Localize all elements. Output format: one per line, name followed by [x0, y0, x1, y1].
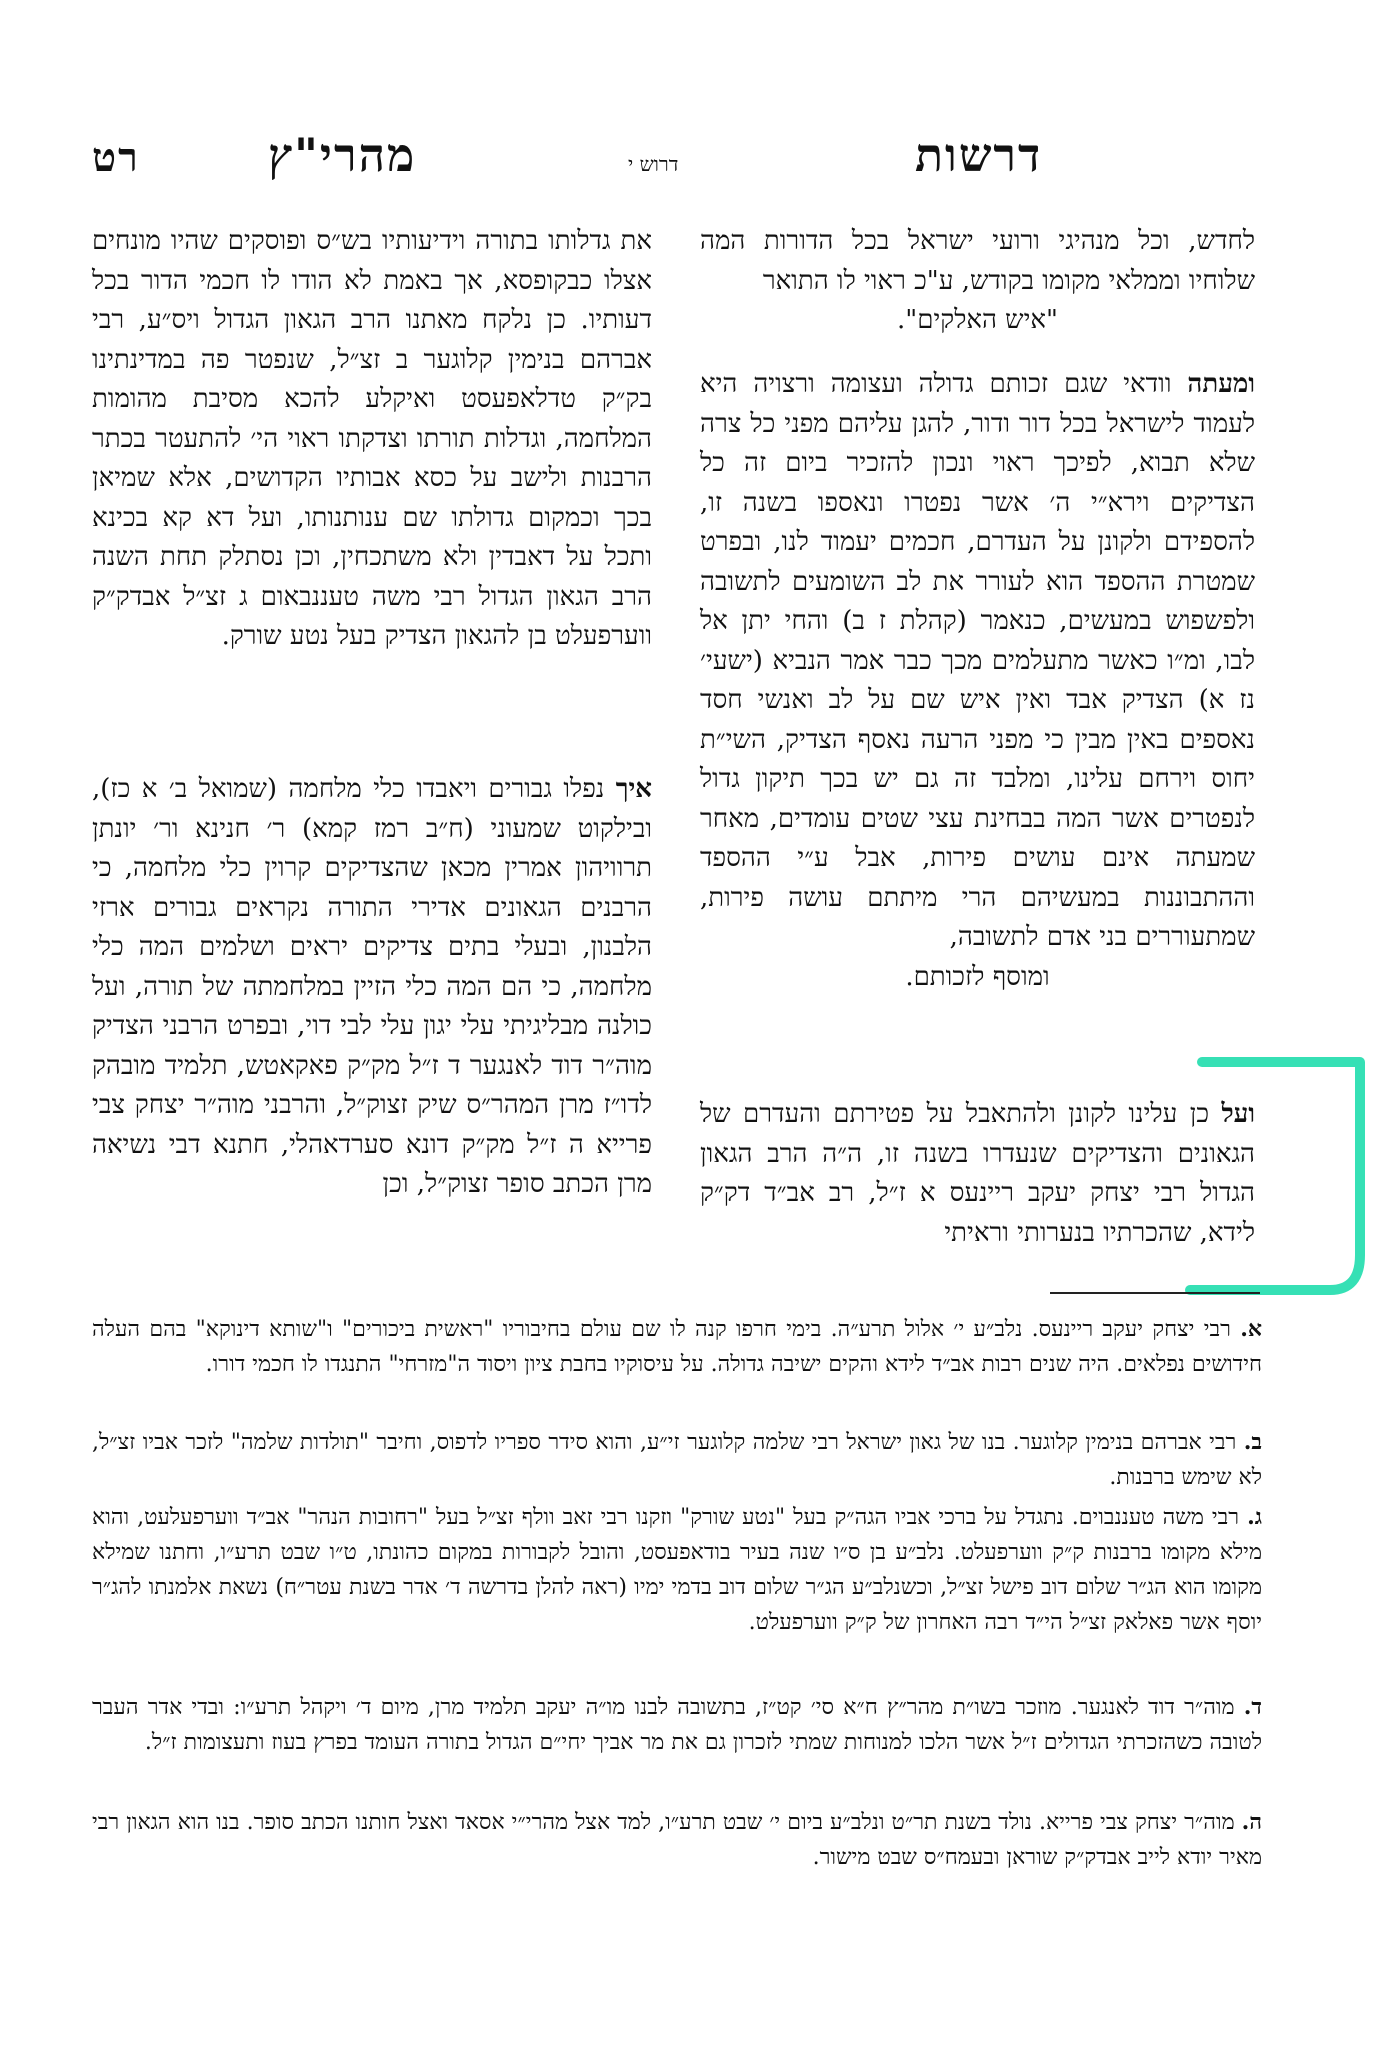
- running-title-right: דרשות: [915, 128, 1043, 182]
- right-paragraph-3-lead: ועל: [1221, 1099, 1256, 1129]
- right-paragraph-2: היא לעמוד לישראל בכל דור ודור, להגן עליהם מפני כל צרה שלא תבוא, לפיכך ראוי ונכון להזכיר ביום זה כל הצדיקים וירא״י ה׳ אשר נפטרו ונאספו בשנה זו, להספידם ולקונן על העדרם, חכמים יעמוד לנו, ובפרט שמטרת ההספד הוא לעורר את לב השומעים לתשובה ולפשפוש במעשים, כנאמר (קהלת ז ב) והחי יתן אל לבו, ומ״ו כאשר מתעלמים מכך כבר אמר הנביא (ישעי׳ נז א) הצדיק אבד ואין איש שם על לב ואנשי חסד נאספים באין מבין כי מפני הרעה נאסף הצדיק, השי״ת יחוס וירחם עלינו, ומלבד זה גם יש בכך תיקון גדול לנפטרים אשר המה בבחינת עצי שטים עומדים, מאחר שמעתה אינם עושים פירות, אבל ע״י ההספד וההתבוננות במעשיהם הרי מיתתם עושה פירות, שמתעוררים בני אדם לתשובה,: [700, 369, 1255, 952]
- page-number: רט: [92, 134, 140, 181]
- footnote-a-letter: א.: [1240, 1316, 1262, 1342]
- footnote-e-text: מוה״ר יצחק צבי פרייא. נולד בשנת תר״ט ונלב״ע ביום י׳ שבט תרע״ו, למד אצל מהרי״י אסאד ואצל חותנו הכתב סופר. בנו הוא הגאון רבי מאיר יודא לייב אבדק״ק שוראן ובעמח״ס שבט מישור.: [92, 1810, 1262, 1870]
- footnote-a: [92, 1312, 1262, 1382]
- drash-label: דרוש י: [628, 152, 679, 176]
- left-paragraph-2: נפלו גבורים ויאבדו כלי מלחמה (שמואל ב׳ א כז), ובילקוט שמעוני (ח״ב רמז קמא) ר׳ חנינא ור׳ יונתן תרוויהון אמרין מכאן שהצדיקים קרוין כלי מלחמה, כי הרבנים הגאונים אדירי התורה נקראים גבורים ארזי הלבנון, ובעלי בתים צדיקים יראים ושלמים המה כלי מלחמה, כי הם המה כלי הזיין במלחמתה של תורה, ועל כולנה מבליגיתי עלי יגון עלי לבי דוי, ובפרט הרבני הצדיק מוה״ר דוד לאנגער ד ז״ל מק״ק פאקאטש, תלמיד מובהק לדו״ז מרן המהר״ס שיק זצוק״ל, והרבני מוה״ר יצחק צבי פרייא ה ז״ל מק״ק דונא סערדאהלי, חתנא דבי נשיאה מרן הכתב סופר זצוק״ל, וכן: [92, 774, 652, 1199]
- right-paragraph-2-lead: ומעתה: [1187, 369, 1255, 399]
- right-paragraph-1: לחדש, וכל מנהיגי ורועי ישראל בכל הדורות המה שלוחיו וממלאי מקומו בקודש, ע"כ ראוי לו התואר: [700, 226, 1255, 296]
- footnote-a-text: רבי יצחק יעקב ריינעס. נלב״ע י׳ אלול תרע״ה. בימי חרפו קנה לו שם עולם בחיבוריו "ראשית ביכורים" ו"שותא דינוקא" בהם העלה חידושים נפלאים. היה שנים רבות אב״ד לידא והקים ישיבה גדולה. על עיסוקיו בחבת ציון ויסוד ה"מזרחי" התנגדו לו חכמי דורו.: [92, 1317, 1262, 1377]
- highlight-frame: [1180, 1040, 1380, 1310]
- footnote-d-letter: ד.: [1243, 1694, 1263, 1720]
- footnote-b-text: רבי אברהם בנימין קלוגער. בנו של גאון ישראל רבי שלמה קלוגער זי״ע, והוא סידר ספריו לדפוס, וחיבר "תולדות שלמה" לזכר אביו זצ״ל, לא שימש ברבנות.: [92, 1430, 1262, 1490]
- left-paragraph-1: את גדלותו בתורה וידיעותיו בש״ס ופוסקים שהיו מונחים אצלו כבקופסא, אך באמת לא הודו לו חכמי הדור בכל דעותיו. כן נלקח מאתנו הרב הגאון הגדול ויס״ע, רבי אברהם בנימין קלוגער ב זצ״ל, שנפטר פה במדינתינו בק״ק טדלאפעסט ואיקלע להכא מסיבת מהומות המלחמה, וגדלות תורתו וצדקתו ראוי הי׳ להתעטר בכתר הרבנות ולישב על כסא אבותיו הקדושים, אלא שמיאן בכך וכמקום גדולתו שם ענותנותו, ועל דא קא בכינא ותכל על דאבדין ולא משתכחין, וכן נסתלק תחת השנה הרב הגאון הגדול רבי משה טעננבאום ג זצ״ל אבדק״ק ווערפעלט בן להגאון הצדיק בעל נטע שורק.: [92, 226, 652, 651]
- right-column-section-2: [700, 365, 1255, 997]
- footnote-c-text: רבי משה טעננבוים. נתגדל על ברכי אביו הגה״ק בעל "נטע שורק" וזקנו רבי זאב וולף זצ״ל בעל "רחובות הנהר" אב״ד ווערפעלעט, והוא מילא מקומו ברבנות ק״ק ווערפעלט. נלב״ע בן ס״ו שנה בעיר בודאפעסט, והובל לקבורות במקום כהונתו, ט״ו שבט תרע״ו, וחתנו שמילא מקומו הוא הג״ר שלום דוב פישל זצ״ל, וכשנלב״ע הג״ר שלום דוב בדמי ימיו (ראה להלן בדרשה ד׳ אדר בשנת עטר״ח) נשאת אלמנתו להג״ר יוסף אשר פאלאק זצ״ל הי״ד רבה האחרון של ק״ק ווערפעלט.: [92, 1505, 1262, 1635]
- right-column-section-3: [700, 1095, 1255, 1253]
- right-paragraph-3: כן עלינו לקונן ולהתאבל על פטירתם והעדרם של הגאונים והצדיקים שנעדרו בשנה זו, ה״ה הרב הגאון הגדול רבי יצחק יעקב ריינעס א ז״ל, רב אב״ד דק״ק לידא, שהכרתיו בנערותי וראיתי: [700, 1099, 1255, 1248]
- footnote-c: [92, 1500, 1262, 1640]
- left-paragraph-2-lead: איך: [615, 774, 653, 804]
- right-paragraph-2-lead-rest: וודאי שגם זכותם גדולה ועצומה ורצויה: [753, 369, 1172, 399]
- footnote-c-letter: ג.: [1247, 1504, 1262, 1530]
- footnote-d-text: מוה״ר דוד לאנגער. מוזכר בשו״ת מהר״ץ ח״א סי׳ קט״ז, בתשובה לבנו מו״ה יעקב תלמיד מרן, מיום ד׳ ויקהל תרע״ו: ובדי אדר העבר לטובה כשהזכרתי הגדולים ז״ל אשר הלכו למנוחות שמתי לזכרון גם את מר אביך יחי״ם הגדול בתורה העומד בפרץ בעוז ותעצומות ז״ל.: [92, 1695, 1262, 1755]
- right-paragraph-1-end: "איש האלקים".: [897, 305, 1058, 335]
- footnote-e-letter: ה.: [1241, 1809, 1262, 1835]
- right-column: [700, 222, 1255, 341]
- running-title-left: מהרי"ץ: [268, 128, 417, 182]
- right-paragraph-2-end: ומוסף לזכותם.: [905, 961, 1050, 992]
- footnote-e: [92, 1805, 1262, 1875]
- footnote-rule: [1050, 1292, 1260, 1294]
- footnote-b: [92, 1425, 1262, 1495]
- footnote-b-letter: ב.: [1243, 1429, 1262, 1455]
- left-column-section-2: [92, 770, 652, 1205]
- footnote-d: [92, 1690, 1262, 1760]
- left-column: [92, 222, 652, 657]
